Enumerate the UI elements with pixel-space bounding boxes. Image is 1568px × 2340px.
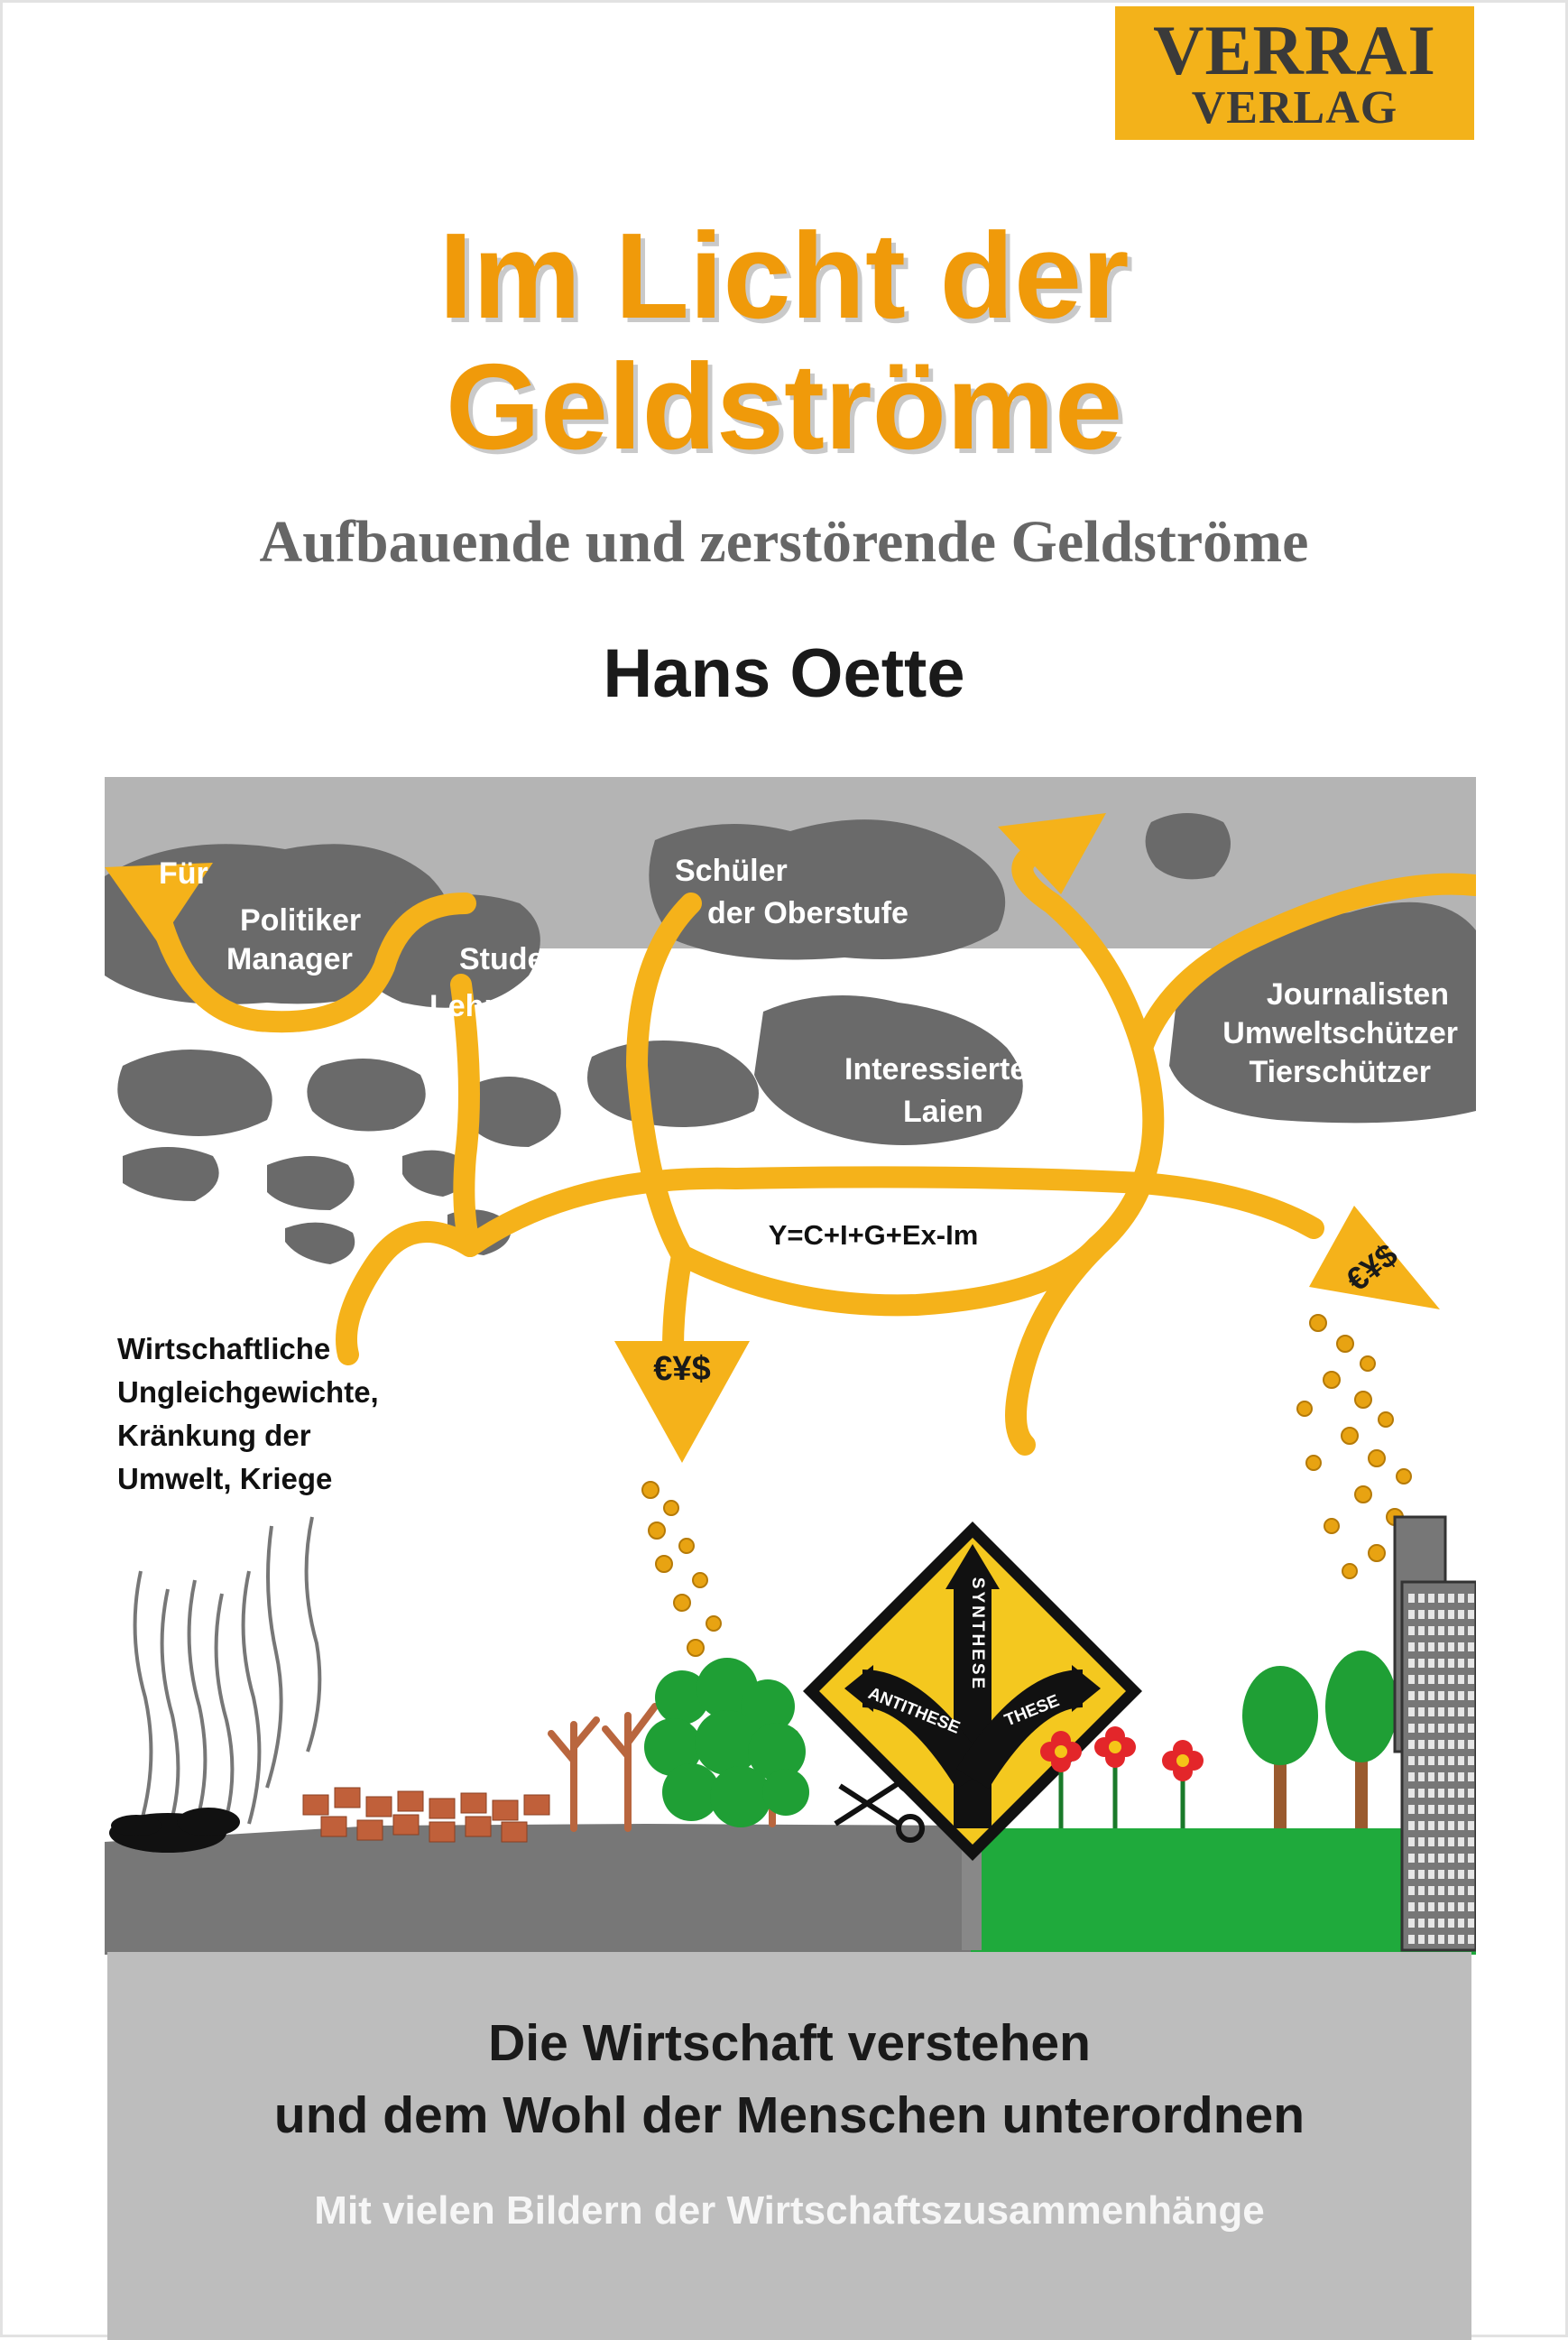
window xyxy=(1418,1724,1425,1733)
illustration-note: Mit vielen Bildern der Wirtschaftszusammenhänge xyxy=(314,2188,1265,2233)
window xyxy=(1438,1642,1444,1651)
window xyxy=(1418,1919,1425,1928)
window xyxy=(1448,1805,1454,1814)
window xyxy=(1418,1935,1425,1944)
book-subtitle: Aufbauende und zerstörende Geldströme xyxy=(259,509,1309,575)
label-journalisten: Journalisten xyxy=(1266,977,1449,1012)
window xyxy=(1458,1902,1464,1911)
window xyxy=(1468,1756,1474,1765)
publisher-name-line2: VERLAG xyxy=(1191,82,1398,134)
window xyxy=(1448,1707,1454,1716)
window xyxy=(1438,1610,1444,1619)
window xyxy=(1408,1626,1415,1635)
window xyxy=(1448,1691,1454,1700)
window xyxy=(1428,1707,1434,1716)
window xyxy=(1408,1854,1415,1863)
window xyxy=(1448,1610,1454,1619)
window xyxy=(1418,1789,1425,1798)
window xyxy=(1408,1740,1415,1749)
window xyxy=(1448,1821,1454,1830)
window xyxy=(1458,1626,1464,1635)
window xyxy=(1418,1756,1425,1765)
window xyxy=(1468,1821,1474,1830)
window xyxy=(1428,1789,1434,1798)
window xyxy=(1408,1756,1415,1765)
sign-label-synthese: SYNTHESE xyxy=(968,1577,987,1692)
window xyxy=(1428,1821,1434,1830)
window xyxy=(1458,1821,1464,1830)
flowers xyxy=(1040,1726,1204,1828)
window xyxy=(1408,1772,1415,1781)
window xyxy=(1428,1610,1434,1619)
window xyxy=(1468,1675,1474,1684)
window xyxy=(1468,1594,1474,1603)
label-laien: Laien xyxy=(903,1095,983,1129)
green-bush xyxy=(644,1658,809,1827)
window xyxy=(1418,1772,1425,1781)
window xyxy=(1438,1886,1444,1895)
window xyxy=(1428,1886,1434,1895)
window xyxy=(1428,1724,1434,1733)
window xyxy=(1448,1740,1454,1749)
label-interessierte: Interessierte xyxy=(844,1052,1028,1087)
label-studenten: Studenten xyxy=(459,942,610,976)
publisher-logo xyxy=(1115,6,1474,140)
window xyxy=(1458,1756,1464,1765)
window xyxy=(1418,1626,1425,1635)
office-buildings xyxy=(1395,1517,1476,1950)
window xyxy=(1458,1789,1464,1798)
window xyxy=(1458,1772,1464,1781)
green-ground xyxy=(971,1828,1476,1955)
window xyxy=(1438,1740,1444,1749)
window xyxy=(1468,1919,1474,1928)
window xyxy=(1418,1870,1425,1879)
label-umweltschuetzer: Umweltschützer xyxy=(1222,1016,1458,1050)
label-manager: Manager xyxy=(226,942,353,976)
window xyxy=(1448,1854,1454,1863)
window xyxy=(1408,1886,1415,1895)
label-schueler: Schüler xyxy=(675,854,788,888)
window xyxy=(1428,1659,1434,1668)
window xyxy=(1438,1919,1444,1928)
window xyxy=(1448,1870,1454,1879)
window xyxy=(1428,1675,1434,1684)
window xyxy=(1418,1594,1425,1603)
window xyxy=(1428,1594,1434,1603)
window xyxy=(1438,1691,1444,1700)
window xyxy=(1468,1707,1474,1716)
window xyxy=(1458,1675,1464,1684)
window xyxy=(1458,1594,1464,1603)
label-oberstufe: der Oberstufe xyxy=(707,896,909,930)
window xyxy=(1408,1902,1415,1911)
cover-illustration xyxy=(105,777,1476,1955)
smoke-lines xyxy=(135,1517,320,1833)
window xyxy=(1418,1675,1425,1684)
window xyxy=(1468,1789,1474,1798)
window xyxy=(1448,1886,1454,1895)
sign-label-these: THESE xyxy=(1001,1691,1063,1731)
window xyxy=(1448,1772,1454,1781)
window xyxy=(1458,1854,1464,1863)
book-title-line1: Im Licht der xyxy=(438,208,1130,344)
window xyxy=(1458,1610,1464,1619)
label-lehrer: Lehrer xyxy=(429,989,525,1023)
window xyxy=(1438,1659,1444,1668)
effects-line2: Ungleichgewichte, xyxy=(117,1375,379,1409)
window xyxy=(1438,1789,1444,1798)
window xyxy=(1458,1740,1464,1749)
currency-arrow-right xyxy=(1309,1206,1440,1309)
window xyxy=(1468,1642,1474,1651)
tagline-line1: Die Wirtschaft verstehen xyxy=(488,2014,1091,2072)
window xyxy=(1448,1935,1454,1944)
green-trees xyxy=(1242,1651,1397,1828)
window xyxy=(1438,1837,1444,1846)
window xyxy=(1468,1772,1474,1781)
window xyxy=(1408,1821,1415,1830)
window xyxy=(1418,1610,1425,1619)
book-title-line2: Geldströme xyxy=(445,338,1123,475)
window xyxy=(1418,1902,1425,1911)
window xyxy=(1428,1626,1434,1635)
label-tierschuetzer: Tierschützer xyxy=(1249,1055,1431,1089)
effects-line1: Wirtschaftliche xyxy=(117,1332,331,1365)
window xyxy=(1408,1642,1415,1651)
window xyxy=(1428,1740,1434,1749)
currency-symbols-left: €¥$ xyxy=(653,1350,711,1388)
window xyxy=(1408,1789,1415,1798)
window xyxy=(1418,1886,1425,1895)
window xyxy=(1418,1821,1425,1830)
window xyxy=(1438,1902,1444,1911)
window xyxy=(1458,1691,1464,1700)
window xyxy=(1438,1772,1444,1781)
window xyxy=(1448,1756,1454,1765)
window xyxy=(1408,1919,1415,1928)
window xyxy=(1448,1919,1454,1928)
window xyxy=(1458,1707,1464,1716)
window xyxy=(1408,1724,1415,1733)
window xyxy=(1468,1886,1474,1895)
window xyxy=(1438,1675,1444,1684)
window xyxy=(1458,1659,1464,1668)
window xyxy=(1428,1919,1434,1928)
window xyxy=(1438,1756,1444,1765)
window xyxy=(1458,1870,1464,1879)
window xyxy=(1418,1691,1425,1700)
window xyxy=(1448,1659,1454,1668)
window xyxy=(1408,1594,1415,1603)
window xyxy=(1418,1642,1425,1651)
window xyxy=(1468,1626,1474,1635)
window xyxy=(1438,1854,1444,1863)
window xyxy=(1468,1659,1474,1668)
window xyxy=(1428,1805,1434,1814)
window xyxy=(1428,1642,1434,1651)
window xyxy=(1418,1837,1425,1846)
window xyxy=(1428,1854,1434,1863)
window xyxy=(1448,1626,1454,1635)
window xyxy=(1458,1724,1464,1733)
window xyxy=(1428,1691,1434,1700)
label-fuer: Für xyxy=(159,856,208,891)
window xyxy=(1438,1805,1444,1814)
window xyxy=(1408,1707,1415,1716)
currency-arrow-left xyxy=(614,1341,750,1463)
window xyxy=(1458,1805,1464,1814)
window xyxy=(1448,1789,1454,1798)
window xyxy=(1418,1805,1425,1814)
window xyxy=(1428,1870,1434,1879)
window xyxy=(1468,1837,1474,1846)
window xyxy=(1438,1707,1444,1716)
window xyxy=(1468,1870,1474,1879)
label-politiker: Politiker xyxy=(240,903,362,938)
effects-line4: Umwelt, Kriege xyxy=(117,1462,333,1495)
window xyxy=(1418,1740,1425,1749)
window xyxy=(1408,1659,1415,1668)
window xyxy=(1428,1772,1434,1781)
window xyxy=(1438,1724,1444,1733)
window xyxy=(1428,1837,1434,1846)
window xyxy=(1448,1724,1454,1733)
window xyxy=(1438,1594,1444,1603)
window xyxy=(1408,1675,1415,1684)
window xyxy=(1468,1691,1474,1700)
window xyxy=(1418,1659,1425,1668)
window xyxy=(1458,1642,1464,1651)
window xyxy=(1458,1919,1464,1928)
window xyxy=(1448,1642,1454,1651)
window xyxy=(1468,1724,1474,1733)
sign-label-antithese: ANTITHESE xyxy=(865,1683,963,1738)
window xyxy=(1408,1805,1415,1814)
window xyxy=(1408,1691,1415,1700)
window xyxy=(1468,1610,1474,1619)
window xyxy=(1438,1626,1444,1635)
bottom-band xyxy=(107,1952,1471,2340)
window xyxy=(1418,1707,1425,1716)
window xyxy=(1448,1594,1454,1603)
gdp-formula: Y=C+I+G+Ex-Im xyxy=(768,1219,979,1251)
window xyxy=(1408,1935,1415,1944)
window xyxy=(1408,1870,1415,1879)
window xyxy=(1408,1837,1415,1846)
window xyxy=(1408,1610,1415,1619)
window xyxy=(1438,1821,1444,1830)
window xyxy=(1438,1935,1444,1944)
barren-ground xyxy=(105,1824,971,1955)
author-name: Hans Oette xyxy=(603,635,965,712)
window xyxy=(1428,1902,1434,1911)
window xyxy=(1458,1935,1464,1944)
window xyxy=(1468,1805,1474,1814)
currency-symbols-right: €¥$ xyxy=(1339,1235,1405,1299)
window xyxy=(1438,1870,1444,1879)
window xyxy=(1458,1886,1464,1895)
window xyxy=(1448,1902,1454,1911)
window xyxy=(1428,1935,1434,1944)
window xyxy=(1428,1756,1434,1765)
window xyxy=(1468,1740,1474,1749)
publisher-name-line1: VERRAI xyxy=(1153,11,1436,89)
tagline-line2: und dem Wohl der Menschen unterordnen xyxy=(273,2086,1305,2144)
window xyxy=(1448,1837,1454,1846)
window xyxy=(1468,1854,1474,1863)
window xyxy=(1458,1837,1464,1846)
effects-line3: Kränkung der xyxy=(117,1419,311,1452)
window xyxy=(1418,1854,1425,1863)
window xyxy=(1468,1935,1474,1944)
window xyxy=(1448,1675,1454,1684)
window xyxy=(1468,1902,1474,1911)
